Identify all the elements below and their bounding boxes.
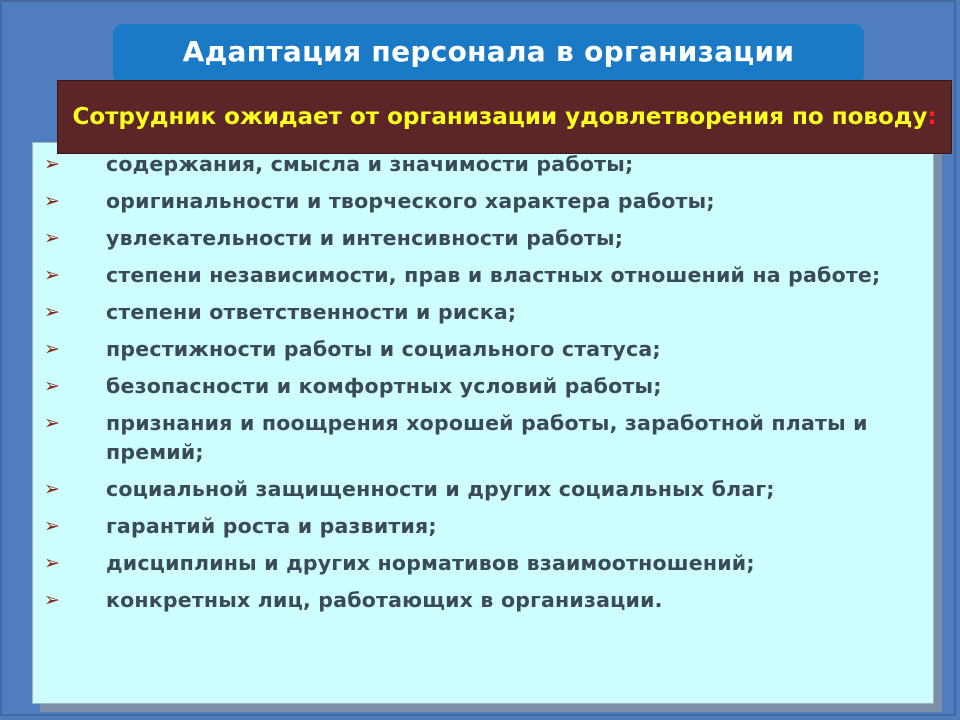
arrow-bullet-icon: ➢ — [44, 552, 61, 574]
arrow-bullet-icon: ➢ — [44, 338, 61, 360]
list-item-text: увлекательности и интенсивности работы; — [106, 226, 624, 250]
list-item-text: дисциплины и других нормативов взаимоотношений; — [106, 551, 755, 575]
arrow-bullet-icon: ➢ — [44, 478, 61, 500]
list-item — [44, 261, 914, 290]
list-item-text: конкретных лиц, работающих в организации. — [106, 588, 663, 612]
arrow-bullet-icon: ➢ — [44, 412, 61, 434]
list-item — [44, 409, 914, 467]
arrow-bullet-icon: ➢ — [44, 227, 61, 249]
list-item — [44, 586, 914, 615]
arrow-bullet-icon: ➢ — [44, 515, 61, 537]
list-item-text: степени независимости, прав и властных отношений на работе; — [106, 263, 881, 287]
list-item-text: престижности работы и социального статуса; — [106, 337, 661, 361]
arrow-bullet-icon: ➢ — [44, 190, 61, 212]
page-title: Адаптация персонала в организации — [182, 35, 795, 68]
expectations-list — [44, 150, 914, 623]
list-item-text: содержания, смысла и значимости работы; — [106, 152, 634, 176]
list-item-text: гарантий роста и развития; — [106, 514, 437, 538]
subtitle-text: Сотрудник ожидает от организации удовлетворения по поводу — [72, 104, 928, 130]
list-item — [44, 372, 914, 401]
list-item — [44, 512, 914, 541]
list-item — [44, 475, 914, 504]
arrow-bullet-icon: ➢ — [44, 153, 61, 175]
title-banner — [113, 24, 864, 84]
list-item — [44, 335, 914, 364]
arrow-bullet-icon: ➢ — [44, 375, 61, 397]
arrow-bullet-icon: ➢ — [44, 301, 61, 323]
list-item — [44, 298, 914, 327]
list-item-text: признания и поощрения хорошей работы, заработной платы и премий; — [106, 411, 868, 464]
arrow-bullet-icon: ➢ — [44, 589, 61, 611]
list-item — [44, 150, 914, 179]
subtitle-banner — [57, 80, 952, 154]
list-item-text: оригинальности и творческого характера работы; — [106, 189, 715, 213]
list-item-text: степени ответственности и риска; — [106, 300, 517, 324]
list-item — [44, 549, 914, 578]
list-item-text: социальной защищенности и других социальных благ; — [106, 477, 775, 501]
subtitle — [58, 102, 950, 132]
subtitle-colon: : — [927, 104, 937, 130]
list-item — [44, 187, 914, 216]
list-item-text: безопасности и комфортных условий работы; — [106, 374, 662, 398]
list-item — [44, 224, 914, 253]
arrow-bullet-icon: ➢ — [44, 264, 61, 286]
